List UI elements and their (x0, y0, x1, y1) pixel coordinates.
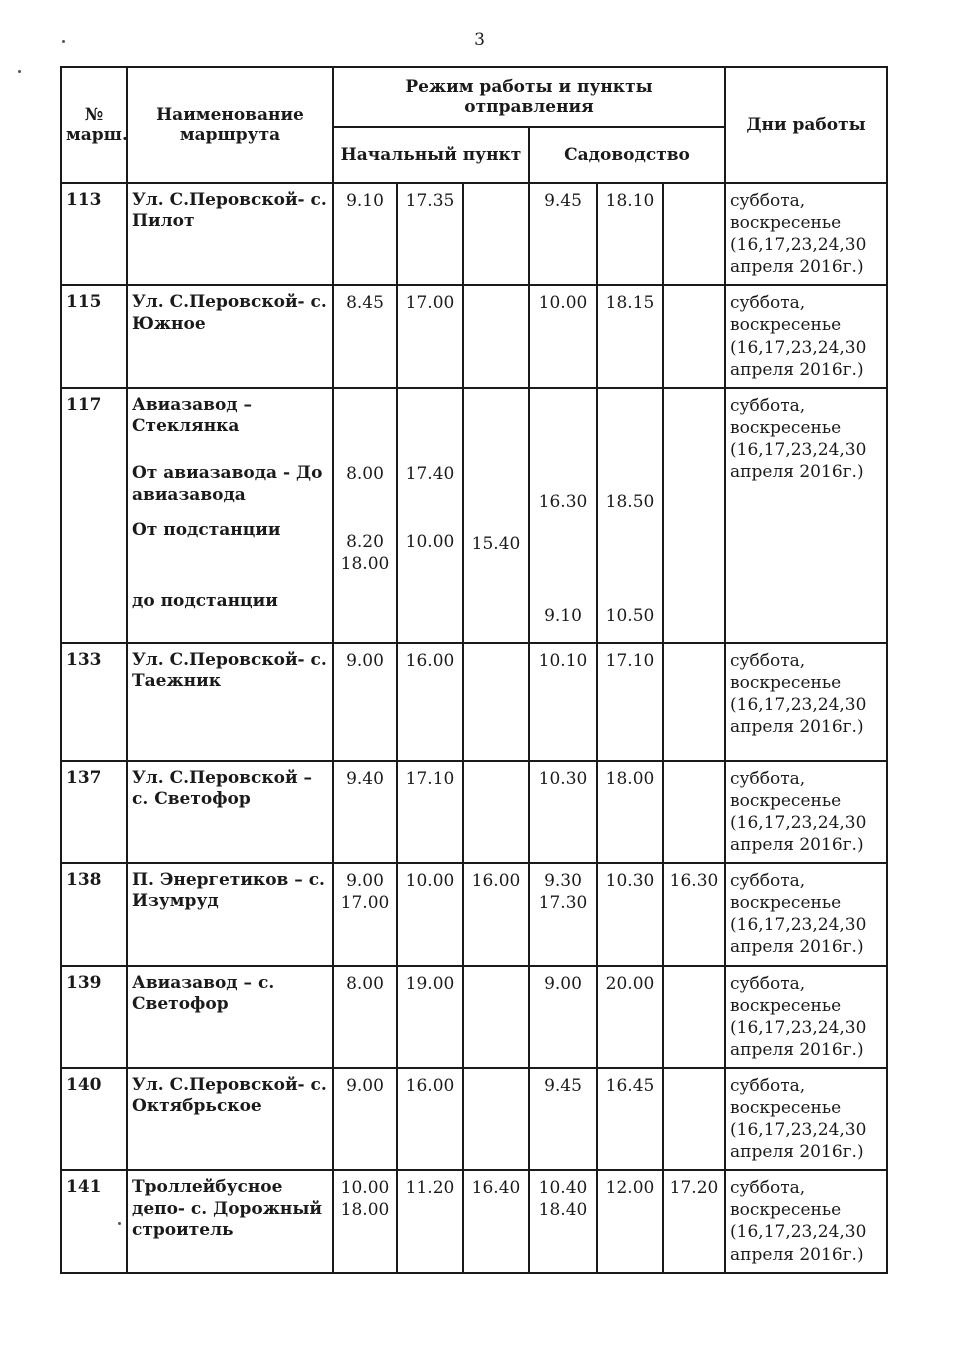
dacha-time: 10.30 (529, 761, 597, 863)
start-time: 17.00 (397, 285, 463, 387)
route-number: 115 (61, 285, 127, 387)
table-row (61, 1170, 887, 1272)
dacha-time: 17.10 (597, 643, 663, 761)
schedule-table (60, 66, 888, 1274)
dacha-time: 18.00 (597, 761, 663, 863)
start-time (463, 1068, 529, 1170)
dacha-time: 18.10 (597, 183, 663, 285)
dacha-time: 12.00 (597, 1170, 663, 1272)
work-days: суббота, воскресенье (16,17,23,24,30 апреля 2016г.) (725, 183, 887, 285)
dacha-time: 17.20 (663, 1170, 725, 1272)
dacha-time: 16.45 (597, 1068, 663, 1170)
table-row (61, 863, 887, 965)
scan-speck (62, 40, 65, 43)
start-time (463, 966, 529, 1068)
start-time (397, 388, 463, 643)
route-name: Ул. С.Перовской- с. Октябрьское (127, 1068, 333, 1170)
header-route-name: Наименование маршрута (127, 67, 333, 183)
start-time: 9.40 (333, 761, 397, 863)
dacha-time (663, 388, 725, 643)
dacha-time (663, 183, 725, 285)
table-row (61, 285, 887, 387)
table-row (61, 183, 887, 285)
dacha-time: 20.00 (597, 966, 663, 1068)
time-value: 15.40 (471, 533, 521, 554)
time-value: 9.10 (544, 605, 582, 626)
dacha-time: 10.10 (529, 643, 597, 761)
start-time: 9.10 (333, 183, 397, 285)
work-days: суббота, воскресенье (16,17,23,24,30 апреля 2016г.) (725, 761, 887, 863)
route-name: П. Энергетиков – с. Изумруд (127, 863, 333, 965)
route-name: Ул. С.Перовской- с. Южное (127, 285, 333, 387)
route-name: Ул. С.Перовской- с. Таежник (127, 643, 333, 761)
start-time: 16.00 (463, 863, 529, 965)
route-number: 141 (61, 1170, 127, 1272)
start-time: 8.00 (333, 966, 397, 1068)
dacha-time (663, 643, 725, 761)
start-time: 16.00 (397, 643, 463, 761)
start-time (463, 285, 529, 387)
start-time: 17.10 (397, 761, 463, 863)
time-value: 8.00 (346, 463, 384, 484)
sub-route-label: От авиазавода - До авиазавода (132, 463, 323, 505)
table-row (61, 643, 887, 761)
start-time: 11.20 (397, 1170, 463, 1272)
dacha-time: 9.45 (529, 1068, 597, 1170)
header-dacha: Садоводство (529, 127, 725, 183)
start-time (333, 388, 397, 643)
route-number: 140 (61, 1068, 127, 1170)
work-days: суббота, воскресенье (16,17,23,24,30 апреля 2016г.) (725, 388, 887, 643)
sub-route-label: От подстанции (132, 519, 281, 540)
start-time: 9.00 (333, 643, 397, 761)
start-time (463, 388, 529, 643)
time-value: 8.20 (346, 531, 384, 552)
route-name-main: Авиазавод – Стеклянка (132, 394, 253, 436)
dacha-time (663, 966, 725, 1068)
table-row (61, 761, 887, 863)
route-name: Авиазавод – с. Светофор (127, 966, 333, 1068)
work-days: суббота, воскресенье (16,17,23,24,30 апреля 2016г.) (725, 1068, 887, 1170)
time-value: 17.40 (405, 463, 455, 484)
start-time: 16.00 (397, 1068, 463, 1170)
dacha-time (529, 388, 597, 643)
start-time (463, 761, 529, 863)
work-days: суббота, воскресенье (16,17,23,24,30 апреля 2016г.) (725, 863, 887, 965)
work-days: суббота, воскресенье (16,17,23,24,30 апреля 2016г.) (725, 285, 887, 387)
page-number: 3 (474, 30, 485, 50)
route-number: 117 (61, 388, 127, 643)
header-route-number: № марш. (61, 67, 127, 183)
route-name (127, 388, 333, 643)
work-days: суббота, воскресенье (16,17,23,24,30 апреля 2016г.) (725, 966, 887, 1068)
dacha-time (663, 761, 725, 863)
scan-speck (18, 70, 21, 73)
dacha-time: 9.45 (529, 183, 597, 285)
time-value: 10.50 (605, 605, 655, 626)
dacha-time: 10.40 18.40 (529, 1170, 597, 1272)
header-start-point: Начальный пункт (333, 127, 529, 183)
start-time: 10.00 18.00 (333, 1170, 397, 1272)
route-number: 113 (61, 183, 127, 285)
dacha-time: 16.30 (663, 863, 725, 965)
start-time (463, 183, 529, 285)
header-work-mode: Режим работы и пункты отправления (333, 67, 725, 127)
start-time: 19.00 (397, 966, 463, 1068)
dacha-time: 10.30 (597, 863, 663, 965)
dacha-time: 10.00 (529, 285, 597, 387)
work-days: суббота, воскресенье (16,17,23,24,30 апреля 2016г.) (725, 1170, 887, 1272)
start-time: 10.00 (397, 863, 463, 965)
time-value: 16.30 (538, 491, 588, 512)
start-time: 16.40 (463, 1170, 529, 1272)
route-number: 139 (61, 966, 127, 1068)
start-time: 9.00 17.00 (333, 863, 397, 965)
route-name: Ул. С.Перовской- с. Пилот (127, 183, 333, 285)
work-days: суббота, воскресенье (16,17,23,24,30 апреля 2016г.) (725, 643, 887, 761)
dacha-time: 18.15 (597, 285, 663, 387)
table-row (61, 966, 887, 1068)
route-number: 138 (61, 863, 127, 965)
route-number: 137 (61, 761, 127, 863)
dacha-time: 9.30 17.30 (529, 863, 597, 965)
route-name: Ул. С.Перовской – с. Светофор (127, 761, 333, 863)
dacha-time: 9.00 (529, 966, 597, 1068)
dacha-time (663, 1068, 725, 1170)
table-row (61, 388, 887, 643)
start-time (463, 643, 529, 761)
route-name: Троллейбусное депо- с. Дорожный строитель (127, 1170, 333, 1272)
route-number: 133 (61, 643, 127, 761)
table-row (61, 1068, 887, 1170)
header-work-days: Дни работы (725, 67, 887, 183)
start-time: 9.00 (333, 1068, 397, 1170)
time-value: 18.00 (340, 553, 390, 574)
sub-route-label: до подстанции (132, 591, 278, 611)
start-time: 8.45 (333, 285, 397, 387)
start-time: 17.35 (397, 183, 463, 285)
dacha-time (663, 285, 725, 387)
time-value: 18.50 (605, 491, 655, 512)
dacha-time (597, 388, 663, 643)
time-value: 10.00 (405, 531, 455, 552)
